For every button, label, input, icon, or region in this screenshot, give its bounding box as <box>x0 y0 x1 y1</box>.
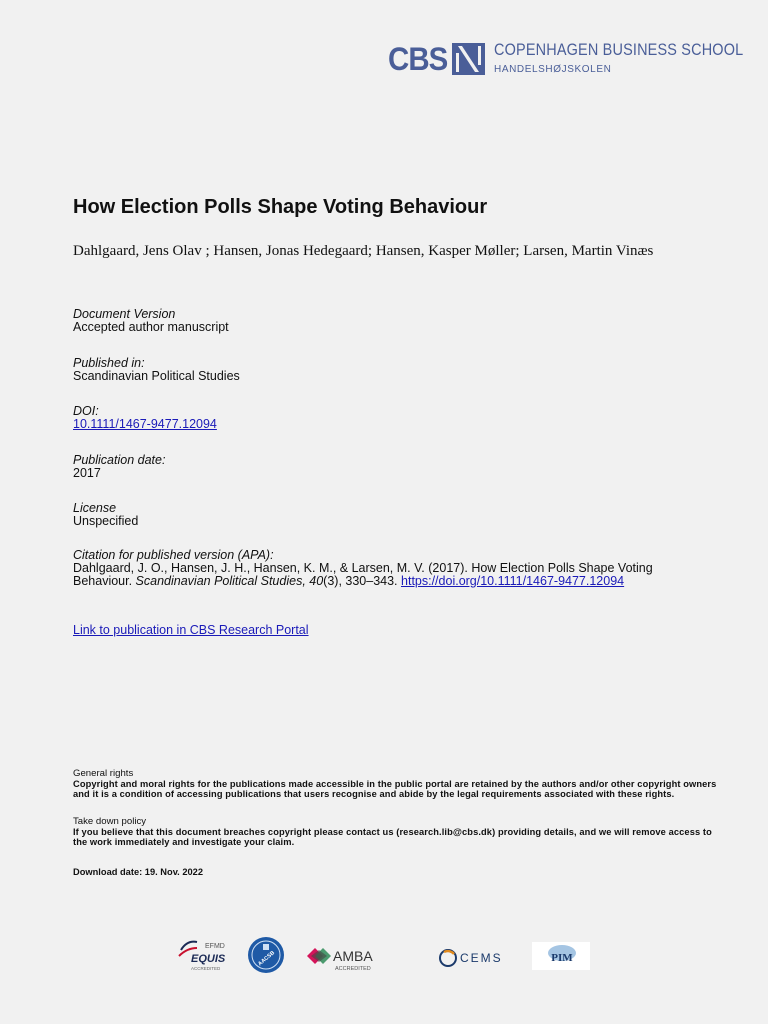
citation-journal: Scandinavian Political Studies, 40 <box>135 574 324 588</box>
citation-block <box>73 549 713 588</box>
published-in-block <box>73 357 240 383</box>
equis-sub-text: ACCREDITED <box>191 966 221 971</box>
equis-logo <box>175 934 231 976</box>
download-date: Download date: 19. Nov. 2022 <box>73 867 204 877</box>
take-down-text: If you believe that this document breaches copyright please contact us (research.lib@cbs.dk) providing details, and we will remove access to the work immediately and investigate your claim. <box>73 827 712 847</box>
paper-title: How Election Polls Shape Voting Behaviour <box>73 196 488 218</box>
citation-doi-link[interactable]: https://doi.org/10.1111/1467-9477.12094 <box>401 574 625 588</box>
general-rights-text: Copyright and moral rights for the publications made accessible in the public portal are retained by the authors and/or other copyright owners and it is a condition of accessing publications that users recognise and abide by the legal requirements associated with these rights. <box>73 779 717 799</box>
school-name: COPENHAGEN BUSINESS SCHOOL <box>494 40 744 59</box>
amba-text: AMBA <box>333 948 373 964</box>
cbs-logo <box>388 40 744 80</box>
pim-logo <box>530 934 594 976</box>
citation-label: Citation for published version (APA): <box>73 548 274 562</box>
cems-text: CEMS <box>460 951 503 965</box>
logo-wordmark: CBS <box>388 41 448 77</box>
doi-block <box>73 405 217 431</box>
take-down-heading: Take down policy <box>73 816 147 827</box>
document-version-value: Accepted author manuscript <box>73 320 229 334</box>
publication-date-block <box>73 454 165 480</box>
license-block <box>73 502 138 528</box>
take-down-block <box>73 817 723 847</box>
general-rights-heading: General rights <box>73 768 134 779</box>
publication-date-label: Publication date: <box>73 453 166 467</box>
citation-issue: (3), 330–343. <box>323 574 402 588</box>
school-subname: HANDELSHØJSKOLEN <box>494 64 612 75</box>
aacsb-text: AACSB <box>257 950 277 968</box>
cems-logo <box>436 934 516 976</box>
published-in-label: Published in: <box>73 356 145 370</box>
portal-link[interactable]: Link to publication in CBS Research Portal <box>73 623 309 637</box>
doi-label: DOI: <box>73 404 99 418</box>
pim-text: PIM <box>551 952 573 964</box>
equis-top-text: EFMD <box>205 943 225 950</box>
license-value: Unspecified <box>73 514 139 528</box>
amba-logo <box>305 934 385 976</box>
document-version-label: Document Version <box>73 307 176 321</box>
citation-text: Dahlgaard, J. O., Hansen, J. H., Hansen, K. M., & Larsen, M. V. (2017). How Election Polls Shape Voting Behaviour. <box>73 561 653 588</box>
doi-link[interactable]: 10.1111/1467-9477.12094 <box>73 417 217 431</box>
amba-sub-text: ACCREDITED <box>335 966 371 972</box>
published-in-value: Scandinavian Political Studies <box>73 369 240 383</box>
aacsb-logo <box>246 934 286 976</box>
document-version-block <box>73 308 229 334</box>
general-rights-block <box>73 769 723 799</box>
license-label: License <box>73 501 117 515</box>
paper-authors: Dahlgaard, Jens Olav ; Hansen, Jonas Hedegaard; Hansen, Kasper Møller; Larsen, Martin Vinæs <box>73 243 654 259</box>
cbs-mark-icon <box>452 43 485 75</box>
publication-date-value: 2017 <box>73 466 101 480</box>
equis-text: EQUIS <box>191 953 226 965</box>
